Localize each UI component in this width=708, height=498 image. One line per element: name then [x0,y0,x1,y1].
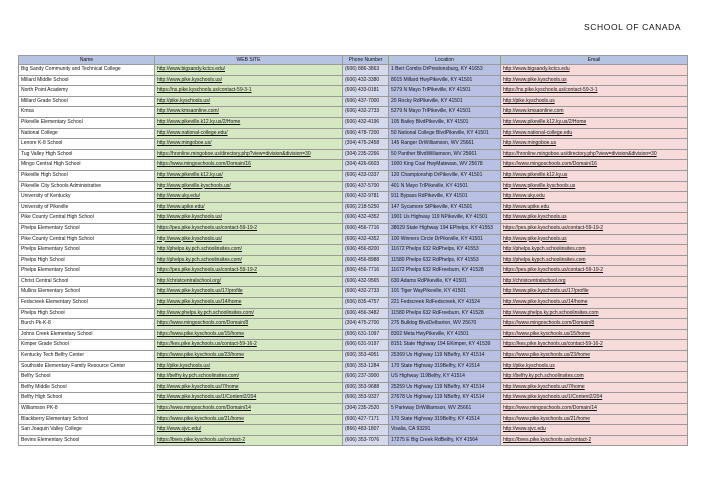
school-name-cell: Pike County Central High School [19,234,155,245]
school-name-cell: National College [19,128,155,139]
school-name-cell: Pikeville Elementary School [19,117,155,128]
location-cell: 1000 King Coal HwyMatewan, WV 25678 [389,160,501,171]
phone-cell: (606) 437-7000 [343,96,389,107]
phone-cell: (606) 456-8988 [343,255,389,266]
email-link[interactable]: http://www.pike.kyschools.us/7/home [501,382,688,393]
email-link[interactable]: https://www.mingoschools.com/Domain/8 [501,319,688,330]
website-link[interactable]: https://bves.pike.kyschools.us/contact-2 [155,435,343,446]
school-name-cell: Phelps High School [19,308,155,319]
location-cell: 8015 Millard HwyPikeville, KY 41501 [389,75,501,86]
location-cell: 8151 State Highway 194 EKimper, KY 41539 [389,340,501,351]
table-row [19,351,688,362]
website-link[interactable]: http://www.pikeville.k12.ky.us/ [155,170,343,181]
phone-cell: (606) 835-4757 [343,298,389,309]
phone-cell: (606) 437-5700 [343,181,389,192]
website-link[interactable]: http://pike.kyschools.us/ [155,96,343,107]
email-link[interactable]: http://www.pike.kyschools.us/1/Content2/204 [501,393,688,404]
table-row [19,202,688,213]
location-cell: 5279 N Mayo TrlPikeville, KY 41501 [389,107,501,118]
website-link[interactable]: http://www.pikeville.kyschools.us/ [155,181,343,192]
email-link[interactable]: http://phelps.kypch.schoolinsites.com [501,255,688,266]
location-cell: 221 Fedscreek RdFedscreek, KY 41524 [389,298,501,309]
school-name-cell: Phelps Elementary School [19,266,155,277]
website-link[interactable]: http://www.upike.edu/ [155,202,343,213]
phone-cell: (606) 432-4352 [343,213,389,224]
phone-cell: (606) 432-2733 [343,287,389,298]
school-name-cell: Millard Middle School [19,75,155,86]
email-link[interactable]: http://www.pikeville.kyschools.us [501,181,688,192]
phone-cell: (606) 353-1284 [343,361,389,372]
website-link[interactable]: http://www.kmsaonline.com/ [155,107,343,118]
phone-cell: (304) 475-2700 [343,319,389,330]
location-cell: 27678 Us Highway 119 NBelfry, KY 41514 [389,393,501,404]
location-cell: 11580 Phelps 632 RdPhelps, KY 41553 [389,255,501,266]
table-row [19,139,688,150]
header-row [19,56,688,65]
location-cell: 50 National College BlvdPikeville, KY 41501 [389,128,501,139]
table-row [19,404,688,415]
school-name-cell: Pike County Central High School [19,213,155,224]
email-link[interactable]: https://www.pike.kyschools.us/21/home [501,414,688,425]
table-row [19,266,688,277]
email-link[interactable]: http://www.pike.kyschools.us [501,213,688,224]
school-name-cell: Belfry High School [19,393,155,404]
school-name-cell: Pikeville High School [19,170,155,181]
phone-cell: (606) 456-8200 [343,245,389,256]
location-cell: 17275 E Big Creek RdBelfry, KY 41564 [389,435,501,446]
email-link[interactable]: https://www.pike.kyschools.us/23/home [501,351,688,362]
website-link[interactable]: http://www.sjvc.edu/ [155,425,343,436]
table-row [19,128,688,139]
column-header-email: Email [501,56,688,65]
table-row [19,223,688,234]
table-row [19,149,688,160]
school-name-cell: Christ Central School [19,276,155,287]
school-name-cell: University of Kentucky [19,192,155,203]
email-link[interactable]: http://www.sjvc.edu [501,425,688,436]
phone-cell: (304) 235-2520 [343,404,389,415]
school-name-cell: North Point Academy [19,86,155,97]
location-cell: 11672 Phelps 632 RdFreeburn, KY 41528 [389,266,501,277]
phone-cell: (304) 235-2266 [343,149,389,160]
website-link[interactable]: http://www.bigsandy.kctcs.edu/ [155,65,343,76]
school-name-cell: Williamson PK-8 [19,404,155,415]
table-row [19,160,688,171]
location-cell: 401 N Mayo TrlPikeville, KY 41501 [389,181,501,192]
phone-cell: (606) 886-3863 [343,65,389,76]
table-row [19,414,688,425]
email-link[interactable]: http://www.bigsandy.kctcs.edu [501,65,688,76]
website-link[interactable]: https://www.pike.kyschools.us/23/home [155,351,343,362]
location-cell: 911 Bypass RdPikeville, KY 41501 [389,192,501,203]
phone-cell: (606) 353-9327 [343,393,389,404]
phone-cell: (606) 456-3482 [343,308,389,319]
location-cell: 38029 State Highway 194 EPhelps, KY 41553 [389,223,501,234]
column-header-phone: Phone Number [343,56,389,65]
location-cell: 25369 Us Highway 119 NBelfry, KY 41514 [389,351,501,362]
email-link[interactable]: https://pes.pike.kyschools.us/contact-59-19-2 [501,223,688,234]
school-name-cell: Johns Creek Elementary School [19,329,155,340]
email-link[interactable]: http://www.mingoboe.us [501,139,688,150]
website-link[interactable]: https://www.mingoschools.com/Domain/8 [155,319,343,330]
website-link[interactable]: https://kes.pike.kyschools.us/contact-59-16-2 [155,340,343,351]
website-link[interactable]: http://christcentralschool.org/ [155,276,343,287]
email-link[interactable]: http://www.uky.edu [501,192,688,203]
table-row [19,372,688,383]
school-name-cell: Lenore K-8 School [19,139,155,150]
location-cell: 1 Bert Combs DrPrestonsburg, KY 41653 [389,65,501,76]
phone-cell: (606) 432-3380 [343,75,389,86]
table-row [19,329,688,340]
location-cell: Visalia, CA 93291 [389,425,501,436]
website-link[interactable]: http://www.pike.kyschools.us/ [155,213,343,224]
table-row [19,65,688,76]
phone-cell: (606) 631-9197 [343,340,389,351]
table-row [19,107,688,118]
website-link[interactable]: https://pes.pike.kyschools.us/contact-59-19-2 [155,223,343,234]
location-cell: 5 Parkway DrWilliamson, WV 25661 [389,404,501,415]
table-body [19,65,688,446]
website-link[interactable]: https://pes.pike.kyschools.us/contact-59-19-2 [155,266,343,277]
website-link[interactable]: http://www.pike.kyschools.us/ [155,234,343,245]
location-cell: US Highway 119Belfry, KY 41514 [389,372,501,383]
website-link[interactable]: https://www.mingoschools.com/Domain/14 [155,404,343,415]
website-link[interactable]: http://www.phelps.ky.pch.schoolinsites.com/ [155,308,343,319]
website-link[interactable]: http://www.uky.edu/ [155,192,343,203]
location-cell: 275 Bulldog BlvdDelbarton, WV 25670 [389,319,501,330]
phone-cell: (606) 456-7716 [343,223,389,234]
phone-cell: (606) 432-9781 [343,192,389,203]
school-name-cell: University of Pikeville [19,202,155,213]
location-cell: 147 Sycamore StPikeville, KY 41501 [389,202,501,213]
email-link[interactable]: http://www.pike.kyschools.us [501,75,688,86]
table-row [19,319,688,330]
location-cell: 8302 Meta HwyPikeville, KY 41501 [389,329,501,340]
school-name-cell: Kentucky Tech Belfry Center [19,351,155,362]
table-row [19,170,688,181]
page-title: SCHOOL OF CANADA [584,22,682,32]
table-row [19,425,688,436]
location-cell: 105 Bailey BlvdPikeville, KY 41501 [389,117,501,128]
school-name-cell: Big Sandy Community and Technical College [19,65,155,76]
table-row [19,287,688,298]
table-row [19,213,688,224]
email-link[interactable]: http://www.national-college.edu [501,128,688,139]
website-link[interactable]: https://www.mingoschools.com/Domain/16 [155,160,343,171]
school-name-cell: Southside Elementary Family Resource Center [19,361,155,372]
table-row [19,393,688,404]
school-name-cell: Phelps High School [19,255,155,266]
email-link[interactable]: http://belfry.ky.pch.schoolinsites.com [501,372,688,383]
email-link[interactable]: https://hronline.mingoboe.us/directory.php?view=division&division=30 [501,149,688,160]
location-cell: 50 Panther BlvdWilliamson, WV 25661 [389,149,501,160]
location-cell: 100 Winners Circle DrPikeville, KY 41501 [389,234,501,245]
email-link[interactable]: http://www.phelps.ky.pch.schoolinsites.com [501,308,688,319]
school-name-cell: Kimper Grade School [19,340,155,351]
location-cell: 170 State Highway 319Belfry, KY 41514 [389,414,501,425]
column-header-name: Name [19,56,155,65]
website-link[interactable]: https://www.pike.kyschools.us/15/home [155,329,343,340]
phone-cell: (304) 475-2458 [343,139,389,150]
phone-cell: (606) 432-9565 [343,276,389,287]
phone-cell: (606) 432-2733 [343,107,389,118]
website-link[interactable]: https://ns.pike.kyschools.us/contact-59-3-1 [155,86,343,97]
table-row [19,192,688,203]
phone-cell: (606) 433-0181 [343,86,389,97]
table-row [19,361,688,372]
location-cell: 630 Adams RdPikeville, KY 41501 [389,276,501,287]
location-cell: 1901 Us Highway 119 NPikeville, KY 41501 [389,213,501,224]
table-row [19,276,688,287]
table-row [19,245,688,256]
table-row [19,382,688,393]
school-name-cell: Belfry School [19,372,155,383]
table-row [19,117,688,128]
location-cell: 11672 Phelps 632 RdPhelps, KY 41553 [389,245,501,256]
phone-cell: (606) 456-7716 [343,266,389,277]
email-link[interactable]: http://www.pike.kyschools.us/14/home [501,298,688,309]
school-name-cell: Burch Pk-K-8 [19,319,155,330]
phone-cell: (866) 483-1807 [343,425,389,436]
website-link[interactable]: http://phelps.ky.pch.schoolinsites.com/ [155,255,343,266]
email-link[interactable]: https://bves.pike.kyschools.us/contact-2 [501,435,688,446]
table-row [19,298,688,309]
phone-cell: (606) 631-1097 [343,329,389,340]
phone-cell: (606) 353-7076 [343,435,389,446]
email-link[interactable]: http://www.upike.edu [501,202,688,213]
email-link[interactable]: http://www.pikeville.k12.ky.us/2/Home [501,117,688,128]
phone-cell: (606) 218-5250 [343,202,389,213]
location-cell: 120 Championship DrPikeville, KY 41501 [389,170,501,181]
website-link[interactable]: https://hronline.mingoboe.us/directory.php?view=division&division=30 [155,149,343,160]
website-link[interactable]: http://www.pike.kyschools.us/1/Content2/204 [155,393,343,404]
website-link[interactable]: http://www.national-college.edu/ [155,128,343,139]
table-row [19,181,688,192]
website-link[interactable]: http://pike.kyschools.us/ [155,361,343,372]
email-link[interactable]: http://christcentralschool.org [501,276,688,287]
website-link[interactable]: https://www.pike.kyschools.us/21/home [155,414,343,425]
table-row [19,340,688,351]
website-link[interactable]: http://www.pike.kyschools.us/7/home [155,382,343,393]
phone-cell: (606) 427-7171 [343,414,389,425]
phone-cell: (606) 432-4196 [343,117,389,128]
website-link[interactable]: http://www.mingoboe.us/ [155,139,343,150]
table-row [19,234,688,245]
location-cell: 25259 Us Highway 119 NBelfry, KY 41514 [389,382,501,393]
column-header-location: Location [389,56,501,65]
location-cell: 170 State Highway 319Belfry, KY 41514 [389,361,501,372]
email-link[interactable]: https://www.mingoschools.com/Domain/14 [501,404,688,415]
email-link[interactable]: http://pike.kyschools.us [501,361,688,372]
website-link[interactable]: http://www.pikeville.k12.ky.us/2/Home [155,117,343,128]
table-row [19,96,688,107]
location-cell: 5279 N Mayo TrlPikeville, KY 41501 [389,86,501,97]
website-link[interactable]: http://belfry.ky.pch.schoolinsites.com/ [155,372,343,383]
location-cell: 11580 Phelps 632 RdFreeburn, KY 41528 [389,308,501,319]
email-link[interactable]: http://pike.kyschools.us [501,96,688,107]
phone-cell: (606) 478-7200 [343,128,389,139]
table-row [19,255,688,266]
location-cell: 145 Ranger DrWilliamson, WV 25661 [389,139,501,150]
schools-table [18,55,688,446]
email-link[interactable]: http://phelps.kypch.schoolinsites.com [501,245,688,256]
school-name-cell: Fedscreek Elementary School [19,298,155,309]
location-cell: 101 Tiger WayPikeville, KY 41501 [389,287,501,298]
school-name-cell: Blackberry Elementary School [19,414,155,425]
phone-cell: (304) 426-6603 [343,160,389,171]
school-name-cell: Pikeville City Schools Administrative [19,181,155,192]
website-link[interactable]: http://www.pike.kyschools.us/17/profile [155,287,343,298]
phone-cell: (606) 353-4951 [343,351,389,362]
phone-cell: (606) 432-4352 [343,234,389,245]
phone-cell: (606) 353-9688 [343,382,389,393]
school-name-cell: Kmsa [19,107,155,118]
table-row [19,86,688,97]
school-name-cell: Tug Valley High School [19,149,155,160]
email-link[interactable]: http://www.pike.kyschools.us/17/profile [501,287,688,298]
email-link[interactable]: https://www.pike.kyschools.us/15/home [501,329,688,340]
phone-cell: (606) 237-3900 [343,372,389,383]
email-link[interactable]: https://www.mingoschools.com/Domain/16 [501,160,688,171]
email-link[interactable]: https://ns.pike.kyschools.us/contact-59-3-1 [501,86,688,97]
school-name-cell: Bevins Elementary School [19,435,155,446]
school-name-cell: Mullins Elementary School [19,287,155,298]
school-name-cell: Belfry Middle School [19,382,155,393]
table-row [19,308,688,319]
column-header-website: WEB SITE [155,56,343,65]
email-link[interactable]: https://kes.pike.kyschools.us/contact-59-16-2 [501,340,688,351]
email-link[interactable]: http://www.kmsaonline.com [501,107,688,118]
school-name-cell: Mingo Central High School [19,160,155,171]
school-name-cell: Millard Grade School [19,96,155,107]
email-link[interactable]: https://pes.pike.kyschools.us/contact-59-19-2 [501,266,688,277]
phone-cell: (606) 433-0337 [343,170,389,181]
school-name-cell: San Joaquin Valley College [19,425,155,436]
table-row [19,75,688,86]
school-name-cell: Phelps Elementary School [19,245,155,256]
table-row [19,435,688,446]
school-name-cell: Phelps Elementary School [19,223,155,234]
location-cell: 20 Rocky RdPikeville, KY 41501 [389,96,501,107]
website-link[interactable]: http://phelps.ky.pch.schoolinsites.com/ [155,245,343,256]
email-link[interactable]: http://www.pike.kyschools.us [501,234,688,245]
email-link[interactable]: http://www.pikeville.k12.ky.us [501,170,688,181]
website-link[interactable]: http://www.pike.kyschools.us/ [155,75,343,86]
website-link[interactable]: http://www.pike.kyschools.us/14/home [155,298,343,309]
